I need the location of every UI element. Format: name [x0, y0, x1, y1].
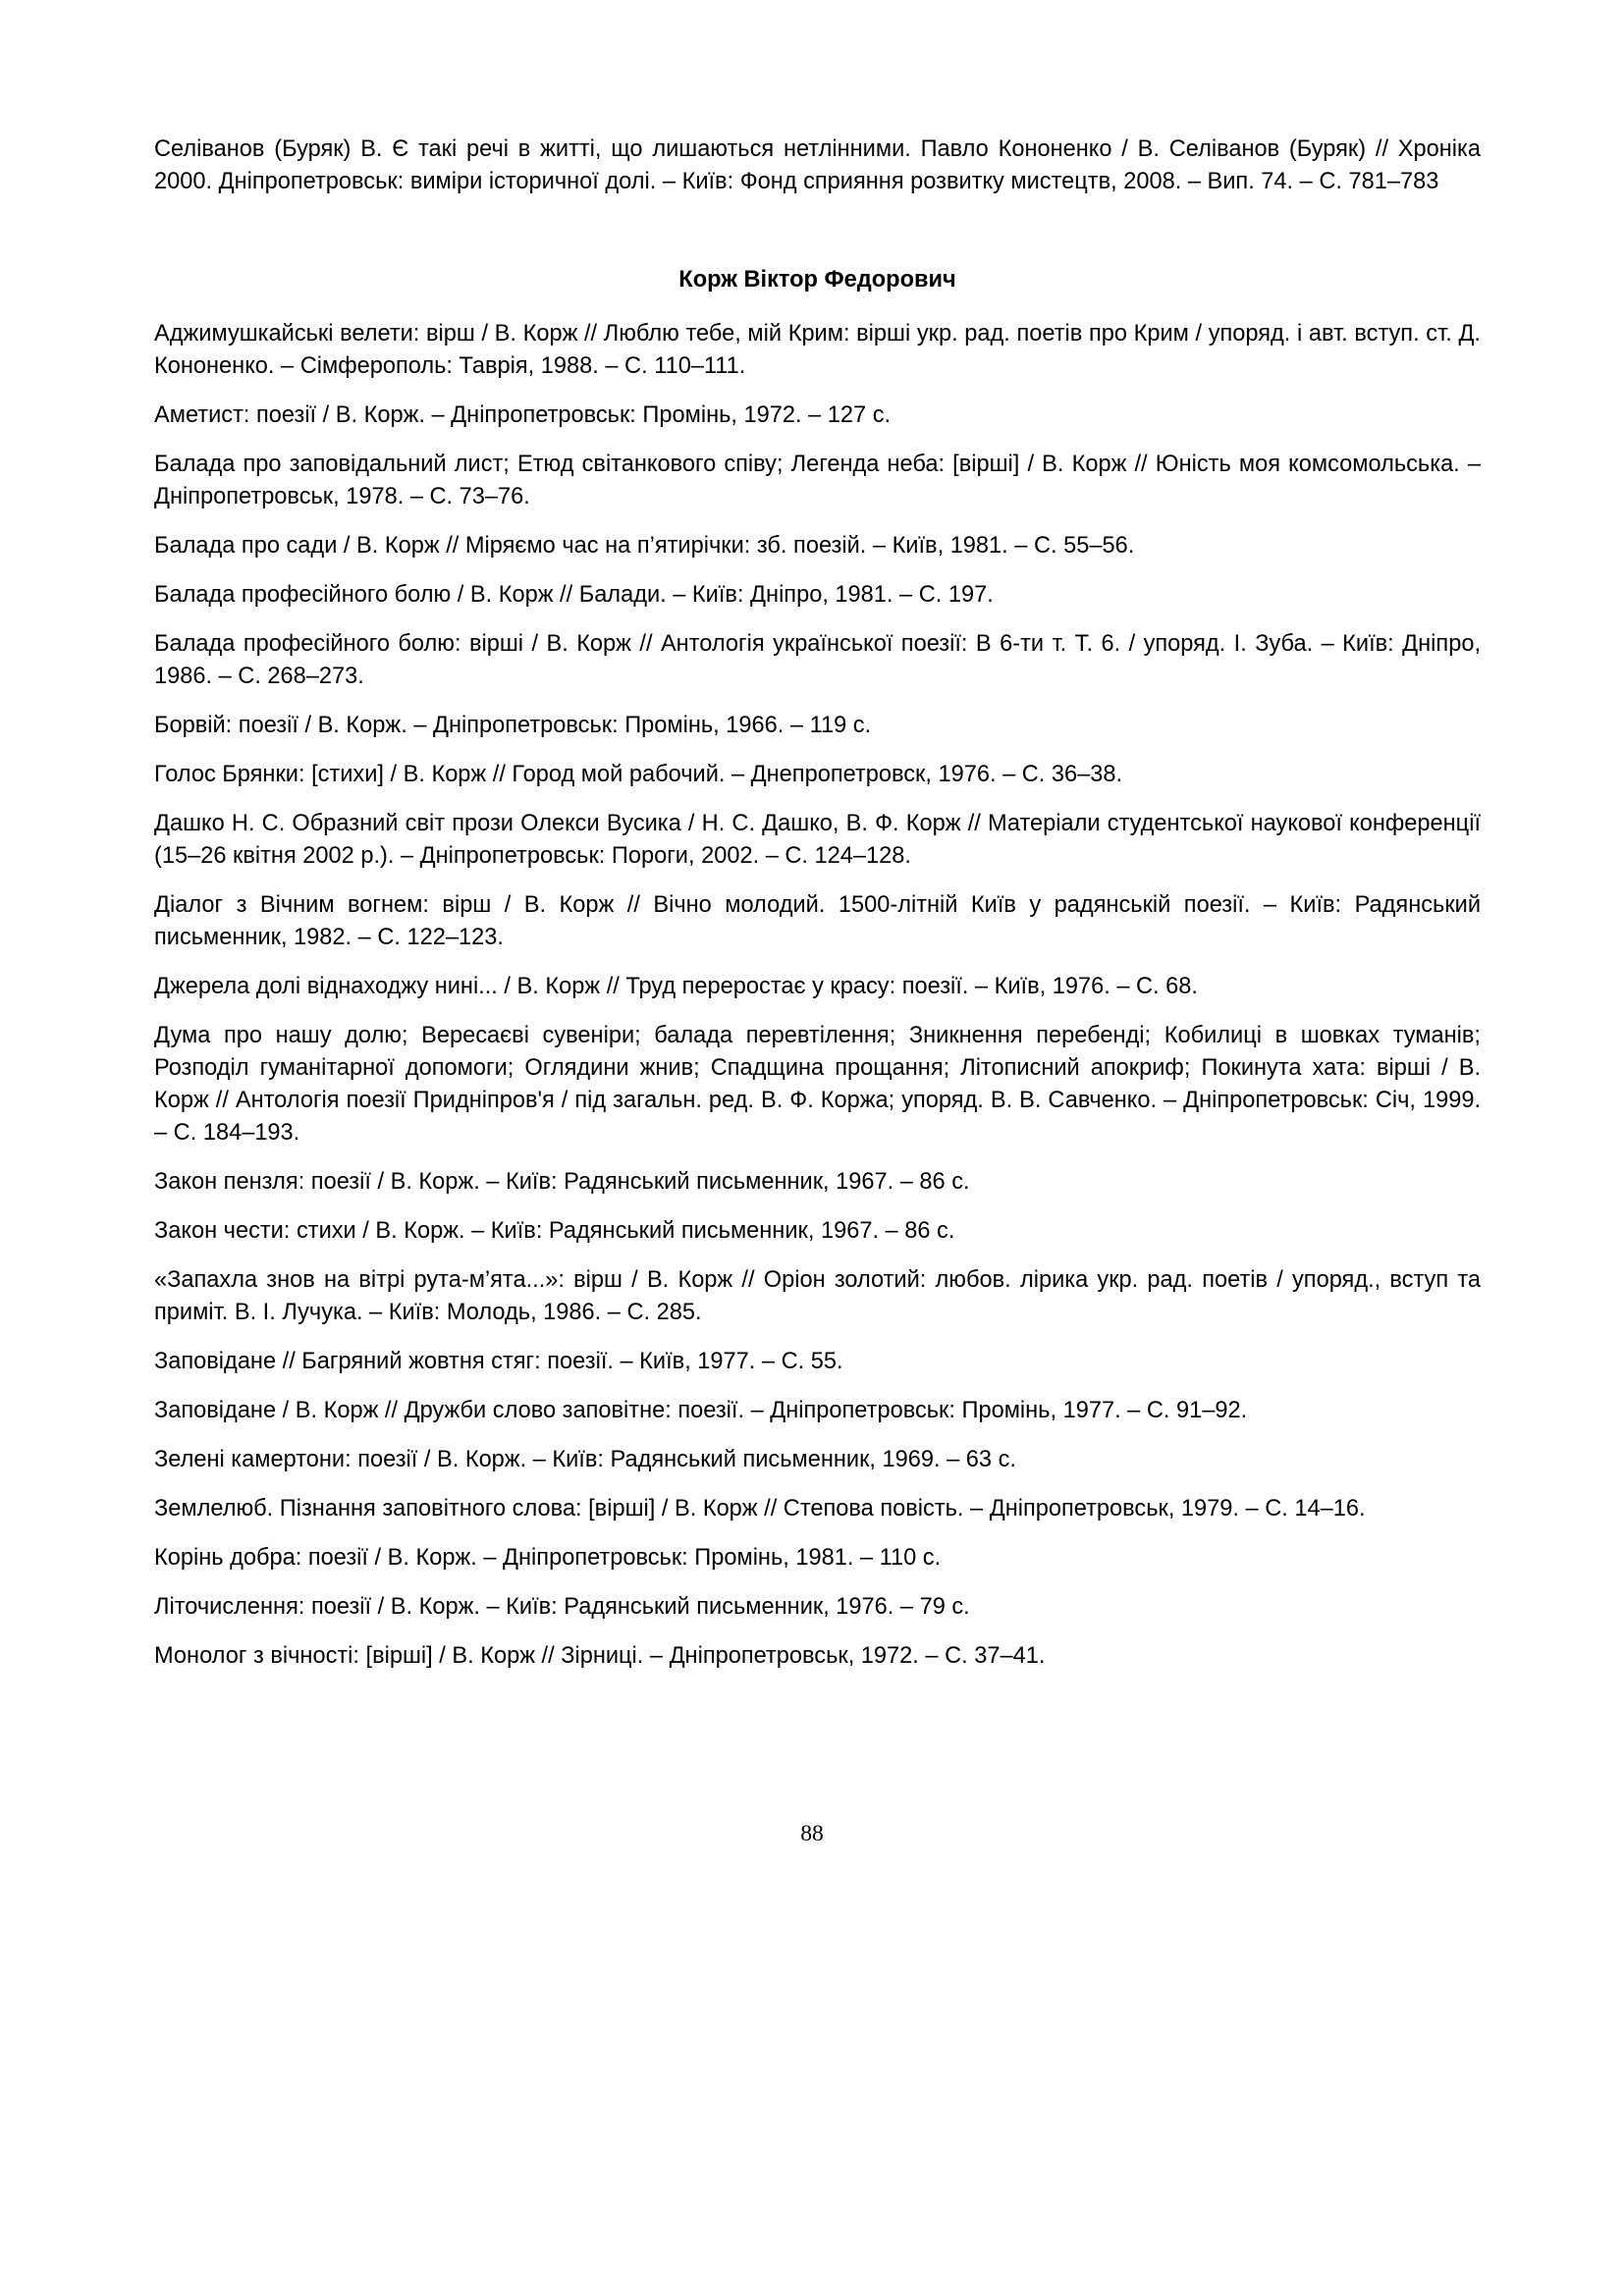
bibliography-entry: Діалог з Вічним вогнем: вірш / В. Корж // Вічно молодий. 1500-літній Київ у радянській поезії. – Київ: Радянський письменник, 1982. – С. 122–123.: [154, 892, 1481, 950]
bibliography-entry: Зелені камертони: поезії / В. Корж. – Київ: Радянський письменник, 1969. – 63 с.: [154, 1447, 1016, 1472]
bibliography-entry: Заповідане // Багряний жовтня стяг: поезії. – Київ, 1977. – С. 55.: [154, 1349, 843, 1374]
bibliography-entry: Землелюб. Пізнання заповітного слова: [вірші] / В. Корж // Степова повість. – Дніпропетровськ, 1979. – С. 14–16.: [154, 1496, 1366, 1522]
bibliography-entry: Балада професійного болю / В. Корж // Балади. – Київ: Дніпро, 1981. – С. 197.: [154, 582, 994, 608]
bibliography-entry: Джерела долі віднаходжу нині... / В. Корж // Труд переростає у красу: поезії. – Київ, 1976. – С. 68.: [154, 974, 1198, 999]
section-heading: Корж Віктор Федорович: [678, 267, 956, 293]
bibliography-list: [154, 318, 1481, 1673]
page-number: 88: [800, 1821, 824, 1846]
bibliography-entry: «Запахла знов на вітрі рута-м’ята...»: вірш / В. Корж // Оріон золотий: любов. лірика укр. рад. поетів / упоряд., вступ та приміт. В. І. Лучука. – Київ: Молодь, 1986. – С. 285.: [154, 1267, 1481, 1325]
bibliography-entry: Дашко Н. С. Образний світ прози Олекси Вусика / Н. С. Дашко, В. Ф. Корж // Матеріали студентської наукової конференції (15–26 квітня 2002 р.). – Дніпропетровськ: Пороги, 2002. – С. 124–128.: [154, 811, 1481, 869]
bibliography-entry: Заповідане / В. Корж // Дружби слово заповітне: поезії. – Дніпропетровськ: Промінь, 1977. – С. 91–92.: [154, 1398, 1248, 1423]
bibliography-entry: Балада про заповідальний лист; Етюд світанкового співу; Легенда неба: [вірші] / В. Корж // Юність моя комсомольська. – Дніпропетровськ, 1978. – С. 73–76.: [154, 452, 1481, 509]
bibliography-entry: Аджимушкайські велети: вірш / В. Корж // Люблю тебе, мій Крим: вірші укр. рад. поетів про Крим / упоряд. і авт. вступ. ст. Д. Кононенко. – Сімферополь: Таврія, 1988. – С. 110–111.: [154, 321, 1481, 379]
bibliography-entry: Закон чести: стихи / В. Корж. – Київ: Радянський письменник, 1967. – 86 с.: [154, 1218, 955, 1244]
bibliography-entry: Корінь добра: поезії / В. Корж. – Дніпропетровськ: Промінь, 1981. – 110 с.: [154, 1545, 942, 1571]
bibliography-entry: Монолог з вічності: [вірші] / В. Корж // Зірниці. – Дніпропетровськ, 1972. – С. 37–41.: [154, 1643, 1046, 1669]
bibliography-entry: Аметист: поезії / В. Корж. – Дніпропетровськ: Промінь, 1972. – 127 с.: [154, 402, 892, 428]
bibliography-entry: Закон пензля: поезії / В. Корж. – Київ: Радянський письменник, 1967. – 86 с.: [154, 1169, 970, 1195]
bibliography-entry: Літочислення: поезії / В. Корж. – Київ: Радянський письменник, 1976. – 79 с.: [154, 1594, 970, 1620]
bibliography-content: [154, 133, 1481, 1689]
bibliography-entry: Дума про нашу долю; Вересаєві сувеніри; балада перевтілення; Зникнення перебенді; Кобилиці в шовках туманів; Розподіл гуманітарної допомоги; Оглядини жнив; Спадщина прощання; Літописний апокриф; Покинута хата: вірші / В. Корж // Антологія поезії Придніпров'я / під загальн. ред. В. Ф. Коржа; упоряд. В. В. Савченко. – Дніпропетровськ: Січ, 1999. – С. 184–193.: [154, 1023, 1481, 1146]
section-heading-wrap: [154, 264, 1481, 296]
bibliography-entry: Балада про сади / В. Корж // Міряємо час на п’ятирічки: зб. поезій. – Київ, 1981. – С. 55–56.: [154, 533, 1135, 559]
bibliography-entry: Голос Брянки: [стихи] / В. Корж // Город мой рабочий. – Днепропетровск, 1976. – С. 36–38.: [154, 762, 1123, 787]
bibliography-entry: Балада професійного болю: вірші / В. Корж // Антологія української поезії: В 6-ти т. Т. 6. / упоряд. І. Зуба. – Київ: Дніпро, 1986. – С. 268–273.: [154, 631, 1481, 689]
bibliography-entry: Борвій: поезії / В. Корж. – Дніпропетровськ: Промінь, 1966. – 119 с.: [154, 713, 872, 738]
bibliography-entry-intro: Селіванов (Буряк) В. Є такі речі в житті, що лишаються нетлінними. Павло Кононенко / В. Селіванов (Буряк) // Хроніка 2000. Дніпропетровськ: виміри історичної долі. – Київ: Фонд сприяння розвитку мистецтв, 2008. – Вип. 74. – С. 781–783: [154, 136, 1481, 194]
